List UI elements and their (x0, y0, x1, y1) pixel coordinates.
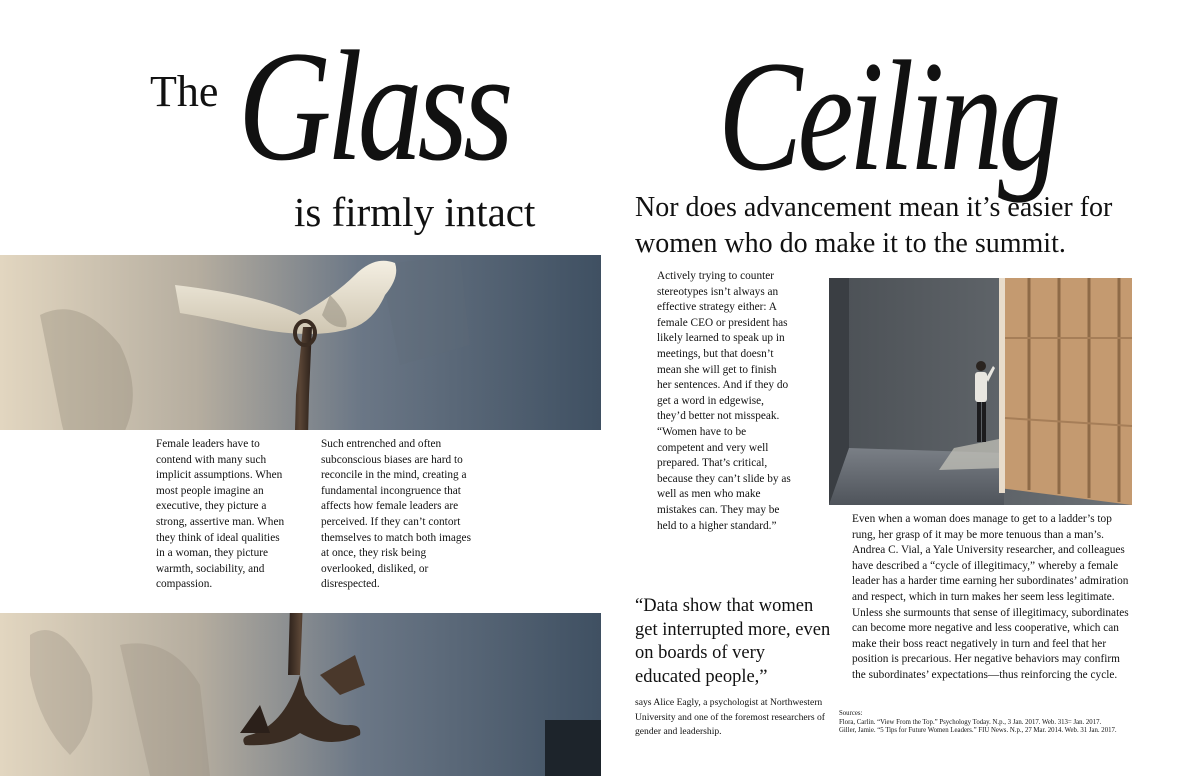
sources-block (839, 710, 1179, 736)
body-column-4: Even when a woman does manage to get to a ladder’s top rung, her grasp of it may be more tenuous than a man’s. Andrea C. Vial, a Yale University researcher, and colleagues have described a “cycle of illegitimacy,” whereby a female leader has a harder time earning her subordinates’ admiration and respect, which in turn makes her seem less legitimate. Unless she surmounts that sense of illegitimacy, subordinates can become more negative and less cooperative, which can make their boss react negatively in turn and feel that her position is precarious. Her negative behaviors may confirm the subordinates’ expectations—thus reinforcing the cycle. (852, 513, 1129, 681)
title-word-the: The (150, 67, 219, 116)
sources-heading: Sources: (839, 710, 863, 717)
title-word-ceiling: Ceiling (718, 29, 1057, 204)
pull-quote: “Data show that women get interrupted more, even on boards of very educated people,” (635, 596, 831, 687)
quote-attribution: says Alice Eagly, a psychologist at Northwestern University and one of the foremost researchers of gender and leadership. (635, 697, 825, 737)
title-subtitle: is firmly intact (294, 189, 536, 235)
deck-heading: Nor does advancement mean it’s easier for women who do make it to the summit. (635, 192, 1113, 259)
body-column-2: Such entrenched and often subconscious biases are hard to reconcile in the mind, creating a fundamental incongruence that affects how female leaders are perceived. If they can’t contort themselves to match both images at once, they risk being overlooked, disliked, or disrespected. (321, 438, 471, 591)
source-item: Giller, Jamie. “5 Tips for Future Women Leaders.” FIU News. N.p., 27 Mar. 2014. Web. 31 Jan. 2017. (839, 727, 1117, 735)
source-item: Flora, Carlin. “View From the Top.” Psychology Today. N.p., 3 Jan. 2017. Web. 313= Jan. 2017. (839, 718, 1102, 726)
body-column-3: Actively trying to counter stereotypes isn’t always an effective strategy either: A female CEO or president has likely learned to speak up in meetings, but that doesn’t mean she will get to finish her sentences. And if they do get a word in edgewise, they’d better not misspeak. “Women have to be competent and very well prepared. That’s critical, because they can’t slide by as well as men who make mistakes can. They may be held to a higher standard.” (657, 270, 791, 532)
body-column-1: Female leaders have to contend with many such implicit assumptions. When most people imagine an executive, they picture a strong, assertive man. When they think of ideal qualities in a woman, they picture warmth, sociability, and compassion. (156, 438, 285, 591)
title-word-glass: Glass (238, 19, 509, 194)
room-photo (829, 278, 1132, 505)
text-band (0, 430, 601, 613)
